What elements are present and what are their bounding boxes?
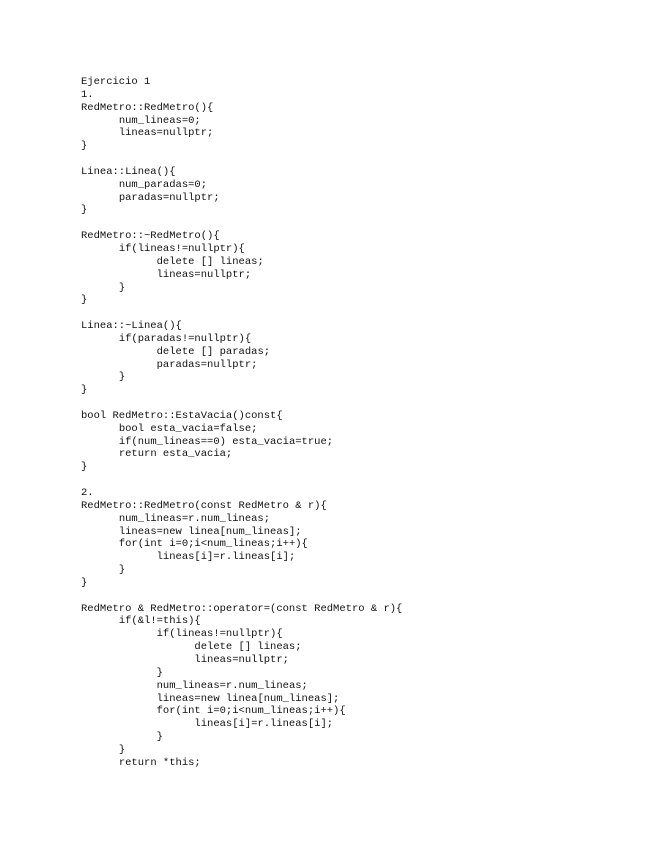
code-line: paradas=nullptr;	[81, 191, 220, 204]
code-line: Ejercicio 1	[81, 76, 151, 88]
code-line: 2.	[81, 487, 94, 499]
code-line: for(int i=0;i<num_lineas;i++){	[81, 538, 308, 551]
code-line: if(lineas!=nullptr){	[81, 628, 283, 641]
code-listing	[81, 76, 402, 770]
code-line: if(lineas!=nullptr){	[81, 242, 245, 255]
code-line	[81, 397, 402, 410]
code-line: num_lineas=r.num_lineas;	[81, 512, 271, 525]
code-line: RedMetro::RedMetro(){	[81, 101, 214, 114]
code-line: num_lineas=0;	[81, 114, 201, 127]
code-line: }	[81, 564, 126, 577]
code-line: lineas=nullptr;	[81, 653, 289, 666]
code-line	[81, 153, 402, 166]
code-line: }	[81, 294, 88, 307]
code-line: RedMetro::~RedMetro(){	[81, 230, 220, 243]
code-line	[81, 307, 402, 320]
code-line: }	[81, 204, 88, 217]
code-line: num_paradas=0;	[81, 178, 208, 191]
code-line	[81, 590, 402, 603]
code-line: return *this;	[81, 756, 201, 769]
code-line: }	[81, 666, 163, 679]
code-line: }	[81, 743, 126, 756]
code-line: lineas=nullptr;	[81, 127, 214, 140]
code-line: Linea::~Linea(){	[81, 320, 182, 333]
code-line: }	[81, 281, 126, 294]
code-line: delete [] paradas;	[81, 345, 271, 358]
code-line: paradas=nullptr;	[81, 358, 258, 371]
code-line: }	[81, 371, 126, 384]
code-line: Linea::Linea(){	[81, 165, 176, 178]
code-line: lineas=nullptr;	[81, 268, 252, 281]
code-line: }	[81, 384, 88, 397]
code-line: lineas[i]=r.lineas[i];	[81, 551, 296, 564]
code-line: }	[81, 461, 88, 474]
code-line: lineas=new linea[num_lineas];	[81, 692, 340, 705]
code-line: if(paradas!=nullptr){	[81, 332, 252, 345]
code-line: delete [] lineas;	[81, 255, 264, 268]
code-line: if(&l!=this){	[81, 615, 201, 628]
code-line: RedMetro & RedMetro::operator=(const RedMetro & r){	[81, 602, 403, 615]
code-line: RedMetro::RedMetro(const RedMetro & r){	[81, 499, 327, 512]
code-line: delete [] lineas;	[81, 641, 302, 654]
code-line: for(int i=0;i<num_lineas;i++){	[81, 705, 346, 718]
code-line	[81, 474, 402, 487]
code-line: 1.	[81, 88, 94, 101]
code-line: if(num_lineas==0) esta_vacia=true;	[81, 435, 334, 448]
code-line: lineas[i]=r.lineas[i];	[81, 718, 334, 731]
code-line	[81, 217, 402, 230]
code-line: bool esta_vacia=false;	[81, 422, 258, 435]
code-line: lineas=new linea[num_lineas];	[81, 525, 302, 538]
code-line: }	[81, 576, 88, 589]
code-line: bool RedMetro::EstaVacia()const{	[81, 409, 283, 422]
code-line: num_lineas=r.num_lineas;	[81, 679, 308, 692]
code-line: return esta_vacia;	[81, 448, 233, 461]
code-line: }	[81, 731, 163, 744]
code-line: }	[81, 140, 88, 153]
